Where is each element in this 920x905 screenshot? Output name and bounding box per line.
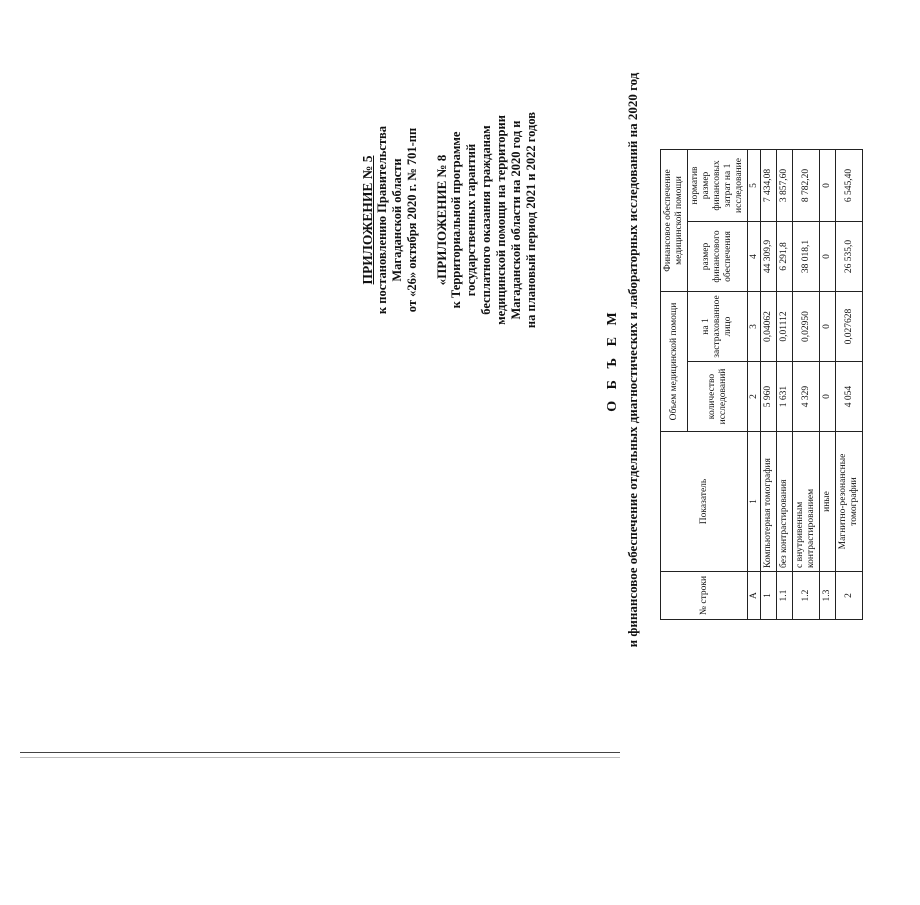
row-norm: 0 [820, 149, 836, 221]
row-norm: 8 782,20 [793, 149, 820, 221]
table-row [793, 149, 820, 619]
appendix-line-2: к постановлению Правительства [375, 125, 389, 315]
table-header-row-1 [661, 149, 688, 619]
row-fin-size: 6 291,8 [777, 222, 793, 292]
row-per-person: 0,01112 [777, 292, 793, 362]
table-row [836, 149, 863, 619]
numbering-cell: 3 [748, 292, 761, 362]
row-fin-size: 26 535,0 [836, 222, 863, 292]
scan-fold-shadow [20, 757, 620, 758]
appendix-line-3: Магаданской области [390, 158, 404, 282]
numbering-cell: 1 [748, 432, 761, 572]
appendix-line-10: Магаданской области на 2020 год и [509, 120, 523, 320]
numbering-cell: 4 [748, 222, 761, 292]
header-row-no: № строки [661, 572, 748, 620]
appendix-title: ПРИЛОЖЕНИЕ № 5 [360, 155, 375, 285]
appendix-line-11: на плановый период 2021 и 2022 годов [524, 111, 538, 329]
numbering-cell: А [748, 572, 761, 620]
row-number: 1 [761, 572, 777, 620]
row-fin-size: 44 309,9 [761, 222, 777, 292]
row-indicator: с внутривенным контрастированием [793, 432, 820, 572]
header-volume-group: Объем медицинской помощи [661, 292, 688, 432]
rotated-page-content [320, 0, 920, 720]
row-norm: 7 434,08 [761, 149, 777, 221]
header-indicator: Показатель [661, 432, 748, 572]
header-norm: норматив размер финансовых затрат на 1 исследование [688, 149, 748, 221]
row-per-person: 0 [820, 292, 836, 362]
row-number: 1.1 [777, 572, 793, 620]
appendix-8-title: «ПРИЛОЖЕНИЕ № 8 [434, 154, 449, 286]
row-number: 1.2 [793, 572, 820, 620]
row-indicator: без контрастирования [777, 432, 793, 572]
row-number: 2 [836, 572, 863, 620]
row-per-person: 0,027628 [836, 292, 863, 362]
table-row [777, 149, 793, 619]
volume-table-wrap [660, 150, 863, 620]
header-per-person: на 1 застрахованное лицо [688, 292, 748, 362]
scan-fold-line [20, 752, 620, 753]
row-indicator: иные [820, 432, 836, 572]
appendix-line-6: к Территориальной программе [449, 131, 463, 309]
row-number: 1.3 [820, 572, 836, 620]
row-norm: 3 857,60 [777, 149, 793, 221]
table-numbering-row [748, 149, 761, 619]
row-fin-size: 38 018,1 [793, 222, 820, 292]
appendix-line-8: бесплатного оказания гражданам [479, 125, 493, 315]
numbering-cell: 2 [748, 362, 761, 432]
row-fin-size: 0 [820, 222, 836, 292]
volume-table [660, 149, 863, 620]
appendix-line-9: медицинской помощи на территории [494, 115, 508, 325]
table-row [820, 149, 836, 619]
row-per-person: 0,02950 [793, 292, 820, 362]
row-per-person: 0,04062 [761, 292, 777, 362]
row-indicator: Магнитно-резонансные томографии [836, 432, 863, 572]
document-title [605, 40, 641, 680]
appendix-line-7: государственных гарантий [464, 143, 478, 297]
header-fin-size: размер финансового обеспечения [688, 222, 748, 292]
table-row [761, 149, 777, 619]
appendix-header [360, 40, 539, 400]
document-title-subtitle: и финансовое обеспечение отдельных диагностических и лабораторных исследований на 2020 год [625, 72, 640, 648]
row-count: 5 960 [761, 362, 777, 432]
header-finance-group: Финансовое обеспечение медицинской помощи [661, 149, 688, 291]
row-count: 0 [820, 362, 836, 432]
header-count: количество исследований [688, 362, 748, 432]
row-count: 4 329 [793, 362, 820, 432]
numbering-cell: 5 [748, 149, 761, 221]
document-title-main: О Б Ъ Е М [605, 308, 620, 412]
row-norm: 6 545,40 [836, 149, 863, 221]
row-count: 4 054 [836, 362, 863, 432]
row-count: 1 631 [777, 362, 793, 432]
row-indicator: Компьютерная томография [761, 432, 777, 572]
appendix-line-4: от «26» октября 2020 г. № 701-пп [405, 127, 419, 313]
